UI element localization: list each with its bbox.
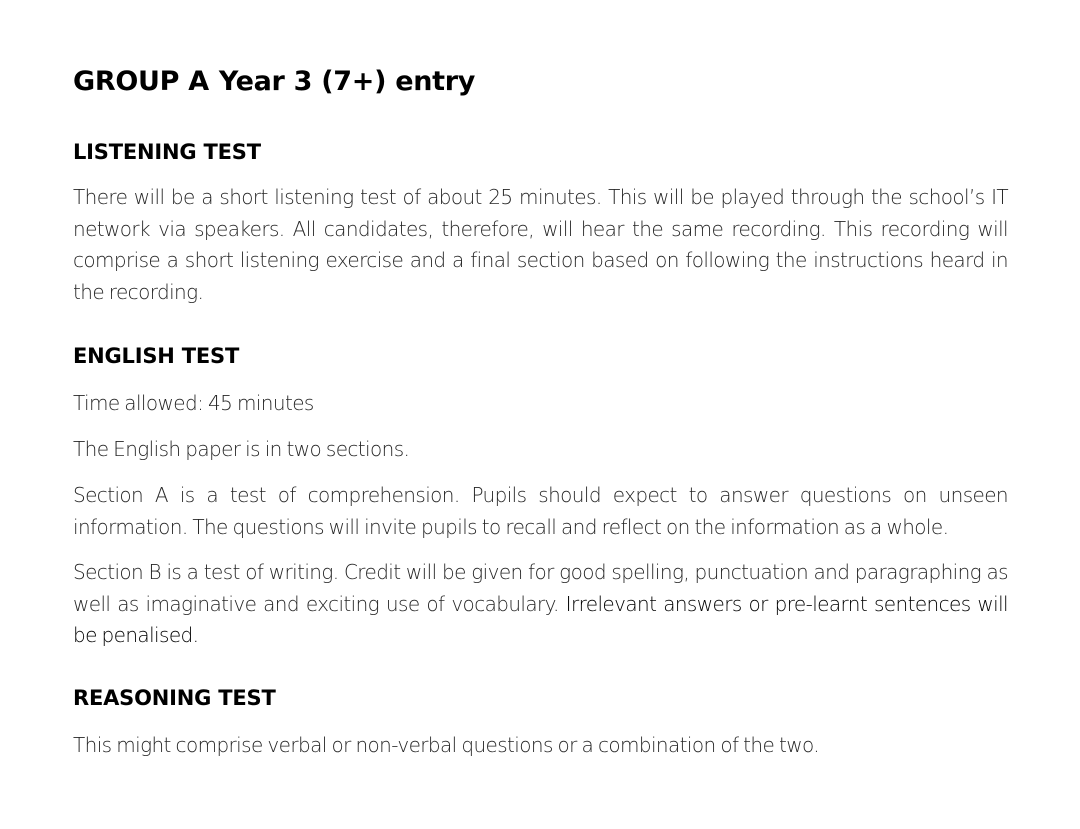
listening-test-description: There will be a short listening test of about 25 minutes. This will be played through the school’s IT network via speakers. All candidates, therefore, will hear the same recording. This recording will comprise a short listening exercise and a final section based on following the instructions heard in the recording. [73,185,1008,304]
reasoning-test-heading: REASONING TEST [73,686,276,710]
page-title [73,66,475,97]
english-test-heading: ENGLISH TEST [73,344,240,368]
reasoning-test-description: This might comprise verbal or non-verbal questions or a combination of the two. [73,733,819,757]
group-label: GROUP A [73,66,209,97]
english-time-allowed: Time allowed: 45 minutes [73,391,314,415]
section-b-penalty-note: Irrelevant answers or pre-learnt sentences will be penalised. [73,591,1008,647]
entry-label: Year 3 (7+) entry [218,66,476,97]
listening-test-heading: LISTENING TEST [73,140,261,164]
english-sections-intro: The English paper is in two sections. [73,437,410,461]
section-b-text: Section B is a test of writing. Credit will be given for good spelling, punctuation and paragraphing as well as imaginative and exciting use of vocabulary. [73,560,1008,616]
english-section-a-description: Section A is a test of comprehension. Pupils should expect to answer questions on unseen information. The questions will invite pupils to recall and reflect on the information as a whole. [73,483,1008,539]
english-section-b-description [73,557,1008,652]
